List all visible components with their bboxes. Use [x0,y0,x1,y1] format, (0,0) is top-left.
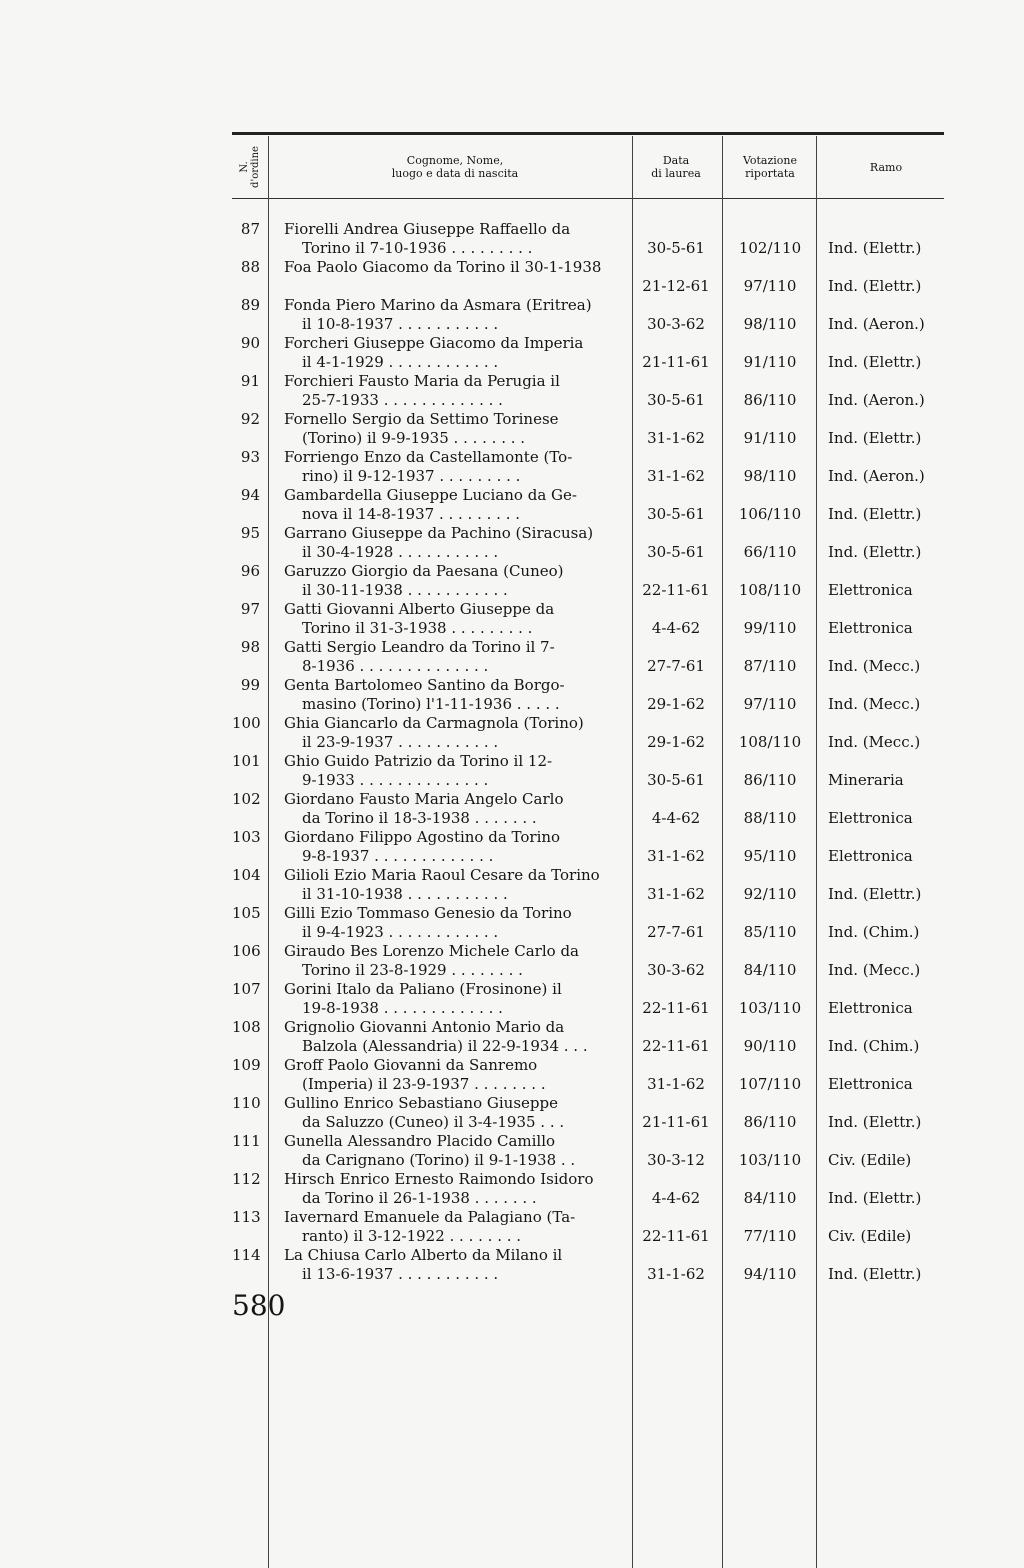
row-vote: 88/110 [743,809,797,827]
row-name [284,1056,626,1094]
row-name-line2: (Imperia) il 23-9-1937 . . . . . . . . [302,1075,546,1093]
header-date: Data di laurea [651,154,701,180]
row-number: 90 [240,334,260,352]
table-row [232,448,944,486]
row-date: 30-3-12 [647,1151,705,1169]
table-row [232,486,944,524]
row-number: 109 [232,1056,261,1074]
row-ramo: Elettronica [828,581,913,599]
row-vote: 103/110 [738,1151,802,1169]
row-number: 94 [240,486,260,504]
row-ramo: Ind. (Mecc.) [828,657,921,675]
row-date: 30-5-61 [647,239,705,257]
row-name [284,676,626,714]
row-ramo: Elettronica [828,847,913,865]
row-ramo: Mineraria [828,771,904,789]
row-date: 4-4-62 [651,619,701,637]
row-name-line2: Torino il 7-10-1936 . . . . . . . . . [302,239,533,257]
header-name: Cognome, Nome, luogo e data di nascita [391,154,519,180]
row-date: 27-7-61 [647,657,705,675]
row-name [284,486,626,524]
row-date: 21-11-61 [642,353,710,371]
row-vote: 97/110 [743,695,797,713]
row-name [284,600,626,638]
row-vote: 86/110 [743,1113,797,1131]
row-date: 27-7-61 [647,923,705,941]
row-ramo: Ind. (Elettr.) [828,1189,922,1207]
row-number: 97 [240,600,260,618]
row-name-line1: Garuzzo Giorgio da Paesana (Cuneo) [284,562,564,580]
header-bottom-rule [232,198,944,199]
row-number: 87 [240,220,260,238]
row-vote: 95/110 [743,847,797,865]
row-date: 30-3-62 [647,315,705,333]
row-date: 21-11-61 [642,1113,710,1131]
row-ramo: Elettronica [828,1075,913,1093]
row-name-line2: Torino il 23-8-1929 . . . . . . . . [302,961,523,979]
row-vote: 77/110 [743,1227,797,1245]
row-date: 22-11-61 [642,1227,710,1245]
row-number: 95 [240,524,260,542]
row-name-line1: Hirsch Enrico Ernesto Raimondo Isidoro [284,1170,594,1188]
row-name [284,1246,626,1284]
header-vote: Votazione riportata [742,154,798,180]
row-date: 30-5-61 [647,543,705,561]
row-name [284,1170,626,1208]
row-name-line1: Giraudo Bes Lorenzo Michele Carlo da [284,942,579,960]
row-vote: 99/110 [743,619,797,637]
table-row [232,866,944,904]
row-number: 96 [240,562,260,580]
row-number: 91 [240,372,260,390]
row-ramo: Ind. (Elettr.) [828,1265,922,1283]
row-number: 105 [232,904,261,922]
row-date: 22-11-61 [642,581,710,599]
row-name [284,1132,626,1170]
row-ramo: Ind. (Elettr.) [828,277,922,295]
row-name-line1: Gullino Enrico Sebastiano Giuseppe [284,1094,558,1112]
row-ramo: Civ. (Edile) [828,1151,912,1169]
table-row [232,1018,944,1056]
row-number: 113 [232,1208,261,1226]
row-name-line2: 25-7-1933 . . . . . . . . . . . . . [302,391,503,409]
row-ramo: Ind. (Mecc.) [828,961,921,979]
table-row [232,600,944,638]
table-header [232,136,944,198]
row-ramo: Ind. (Elettr.) [828,1113,922,1131]
row-name-line1: La Chiusa Carlo Alberto da Milano il [284,1246,563,1264]
row-ramo: Ind. (Elettr.) [828,429,922,447]
row-date: 21-12-61 [642,277,710,295]
row-ramo: Ind. (Elettr.) [828,505,922,523]
row-number: 107 [232,980,261,998]
table-row [232,1094,944,1132]
row-name-line2: da Torino il 18-3-1938 . . . . . . . [302,809,537,827]
row-number: 99 [240,676,260,694]
row-number: 92 [240,410,260,428]
row-number: 101 [232,752,261,770]
table-row [232,1246,944,1284]
row-number: 102 [232,790,261,808]
row-name-line1: Gatti Giovanni Alberto Giuseppe da [284,600,555,618]
row-name [284,372,626,410]
row-name-line1: Iavernard Emanuele da Palagiano (Ta- [284,1208,576,1226]
row-name [284,334,626,372]
table-row [232,562,944,600]
table-row [232,1170,944,1208]
row-date: 4-4-62 [651,809,701,827]
table-row [232,1056,944,1094]
row-ramo: Ind. (Elettr.) [828,353,922,371]
row-vote: 84/110 [743,1189,797,1207]
table-row [232,334,944,372]
page-number: 580 [232,1289,286,1322]
row-date: 30-5-61 [647,391,705,409]
row-number: 106 [232,942,261,960]
row-ramo: Ind. (Mecc.) [828,733,921,751]
row-name-line1: Gatti Sergio Leandro da Torino il 7- [284,638,555,656]
row-number: 104 [232,866,261,884]
row-date: 22-11-61 [642,999,710,1017]
row-ramo: Elettronica [828,999,913,1017]
row-name-line1: Giordano Fausto Maria Angelo Carlo [284,790,564,808]
row-name [284,1018,626,1056]
row-name [284,410,626,448]
table-row [232,752,944,790]
table-row [232,258,944,296]
table-row [232,904,944,942]
row-vote: 90/110 [743,1037,797,1055]
row-ramo: Ind. (Chim.) [828,1037,920,1055]
row-number: 112 [232,1170,261,1188]
row-number: 93 [240,448,260,466]
row-vote: 85/110 [743,923,797,941]
row-vote: 84/110 [743,961,797,979]
table-row [232,828,944,866]
row-name-line2: Balzola (Alessandria) il 22-9-1934 . . . [302,1037,588,1055]
row-number: 114 [232,1246,261,1264]
header-number: N. d'ordine [239,146,261,188]
table-row [232,676,944,714]
row-date: 29-1-62 [647,733,705,751]
table-row [232,372,944,410]
row-ramo: Elettronica [828,809,913,827]
row-vote: 98/110 [743,315,797,333]
row-name-line2: ranto) il 3-12-1922 . . . . . . . . [302,1227,522,1245]
row-name-line2: masino (Torino) l'1-11-1936 . . . . . [302,695,560,713]
table-row [232,980,944,1018]
row-name [284,1094,626,1132]
row-vote: 108/110 [738,581,802,599]
row-name-line1: Garrano Giuseppe da Pachino (Siracusa) [284,524,594,542]
row-date: 29-1-62 [647,695,705,713]
row-number: 89 [240,296,260,314]
row-name [284,790,626,828]
row-name [284,220,626,258]
row-vote: 98/110 [743,467,797,485]
table-row [232,296,944,334]
row-name-line1: Fornello Sergio da Settimo Torinese [284,410,559,428]
row-date: 31-1-62 [647,1265,705,1283]
row-name [284,296,626,334]
row-ramo: Ind. (Chim.) [828,923,920,941]
row-date: 31-1-62 [647,847,705,865]
table-row [232,942,944,980]
row-name-line2: Torino il 31-3-1938 . . . . . . . . . [302,619,533,637]
row-number: 111 [232,1132,261,1150]
row-ramo: Ind. (Elettr.) [828,543,922,561]
row-date: 31-1-62 [647,885,705,903]
row-date: 22-11-61 [642,1037,710,1055]
table-row [232,524,944,562]
row-name-line2: il 9-4-1923 . . . . . . . . . . . . [302,923,499,941]
row-name-line1: Forchieri Fausto Maria da Perugia il [284,372,560,390]
row-number: 88 [240,258,260,276]
row-name-line1: Ghia Giancarlo da Carmagnola (Torino) [284,714,584,732]
row-name-line1: Gunella Alessandro Placido Camillo [284,1132,556,1150]
row-name-line2: il 10-8-1937 . . . . . . . . . . . [302,315,499,333]
row-vote: 97/110 [743,277,797,295]
row-vote: 102/110 [738,239,802,257]
row-name [284,980,626,1018]
row-name [284,752,626,790]
row-vote: 66/110 [743,543,797,561]
row-date: 30-3-62 [647,961,705,979]
row-name-line1: Forriengo Enzo da Castellamonte (To- [284,448,573,466]
row-name [284,714,626,752]
row-ramo: Ind. (Aeron.) [828,467,925,485]
row-ramo: Ind. (Aeron.) [828,391,925,409]
table-row [232,1132,944,1170]
row-name-line2: il 13-6-1937 . . . . . . . . . . . [302,1265,499,1283]
row-date: 31-1-62 [647,429,705,447]
row-name-line2: il 4-1-1929 . . . . . . . . . . . . [302,353,499,371]
header-number-cell [232,136,268,198]
top-rule [232,132,944,135]
row-name-line1: Giordano Filippo Agostino da Torino [284,828,561,846]
row-number: 108 [232,1018,261,1036]
row-vote: 92/110 [743,885,797,903]
row-ramo: Ind. (Elettr.) [828,885,922,903]
row-name-line2: nova il 14-8-1937 . . . . . . . . . [302,505,521,523]
row-number: 100 [232,714,261,732]
row-name [284,524,626,562]
row-vote: 91/110 [743,429,797,447]
row-date: 31-1-62 [647,1075,705,1093]
row-vote: 91/110 [743,353,797,371]
row-ramo: Ind. (Elettr.) [828,239,922,257]
header-ramo: Ramo [869,160,903,174]
row-name-line1: Gilli Ezio Tommaso Genesio da Torino [284,904,572,922]
row-name-line2: 9-8-1937 . . . . . . . . . . . . . [302,847,494,865]
row-name-line2: 19-8-1938 . . . . . . . . . . . . . [302,999,503,1017]
row-vote: 108/110 [738,733,802,751]
row-name [284,258,626,277]
row-name-line1: Genta Bartolomeo Santino da Borgo- [284,676,565,694]
row-ramo: Ind. (Aeron.) [828,315,925,333]
row-name-line1: Fiorelli Andrea Giuseppe Raffaello da [284,220,571,238]
row-name-line1: Gilioli Ezio Maria Raoul Cesare da Torino [284,866,600,884]
row-name [284,562,626,600]
row-name [284,448,626,486]
row-ramo: Elettronica [828,619,913,637]
row-vote: 107/110 [738,1075,802,1093]
row-vote: 103/110 [738,999,802,1017]
row-name-line2: il 31-10-1938 . . . . . . . . . . . [302,885,508,903]
row-name-line2: rino) il 9-12-1937 . . . . . . . . . [302,467,521,485]
row-number: 98 [240,638,260,656]
row-vote: 86/110 [743,391,797,409]
row-name [284,942,626,980]
row-number: 103 [232,828,261,846]
table-row [232,410,944,448]
row-vote: 87/110 [743,657,797,675]
row-name-line2: 9-1933 . . . . . . . . . . . . . . [302,771,489,789]
row-name-line1: Groff Paolo Giovanni da Sanremo [284,1056,538,1074]
row-name-line1: Forcheri Giuseppe Giacomo da Imperia [284,334,584,352]
row-vote: 106/110 [738,505,802,523]
row-date: 30-5-61 [647,505,705,523]
row-name-line1: Grignolio Giovanni Antonio Mario da [284,1018,565,1036]
table-row [232,1208,944,1246]
row-name [284,828,626,866]
row-name-line2: da Carignano (Torino) il 9-1-1938 . . [302,1151,576,1169]
table-row [232,790,944,828]
row-ramo: Civ. (Edile) [828,1227,912,1245]
table-row [232,714,944,752]
row-date: 31-1-62 [647,467,705,485]
row-name [284,904,626,942]
row-name-line1: Fonda Piero Marino da Asmara (Eritrea) [284,296,592,314]
row-vote: 86/110 [743,771,797,789]
table-row [232,220,944,258]
row-name-line1: Foa Paolo Giacomo da Torino il 30-1-1938 [284,258,602,276]
table-row [232,638,944,676]
row-name-line2: il 30-4-1928 . . . . . . . . . . . [302,543,499,561]
row-name-line2: da Saluzzo (Cuneo) il 3-4-1935 . . . [302,1113,565,1131]
row-name-line2: 8-1936 . . . . . . . . . . . . . . [302,657,489,675]
row-name-line1: Gorini Italo da Paliano (Frosinone) il [284,980,562,998]
row-date: 4-4-62 [651,1189,701,1207]
row-name-line2: il 30-11-1938 . . . . . . . . . . . [302,581,508,599]
row-date: 30-5-61 [647,771,705,789]
row-number: 110 [232,1094,261,1112]
row-name [284,1208,626,1246]
row-ramo: Ind. (Mecc.) [828,695,921,713]
row-name-line2: il 23-9-1937 . . . . . . . . . . . [302,733,499,751]
row-name [284,866,626,904]
row-name-line1: Ghio Guido Patrizio da Torino il 12- [284,752,553,770]
row-name-line1: Gambardella Giuseppe Luciano da Ge- [284,486,577,504]
row-name [284,638,626,676]
row-name-line2: (Torino) il 9-9-1935 . . . . . . . . [302,429,526,447]
row-name-line2: da Torino il 26-1-1938 . . . . . . . [302,1189,537,1207]
row-vote: 94/110 [743,1265,797,1283]
